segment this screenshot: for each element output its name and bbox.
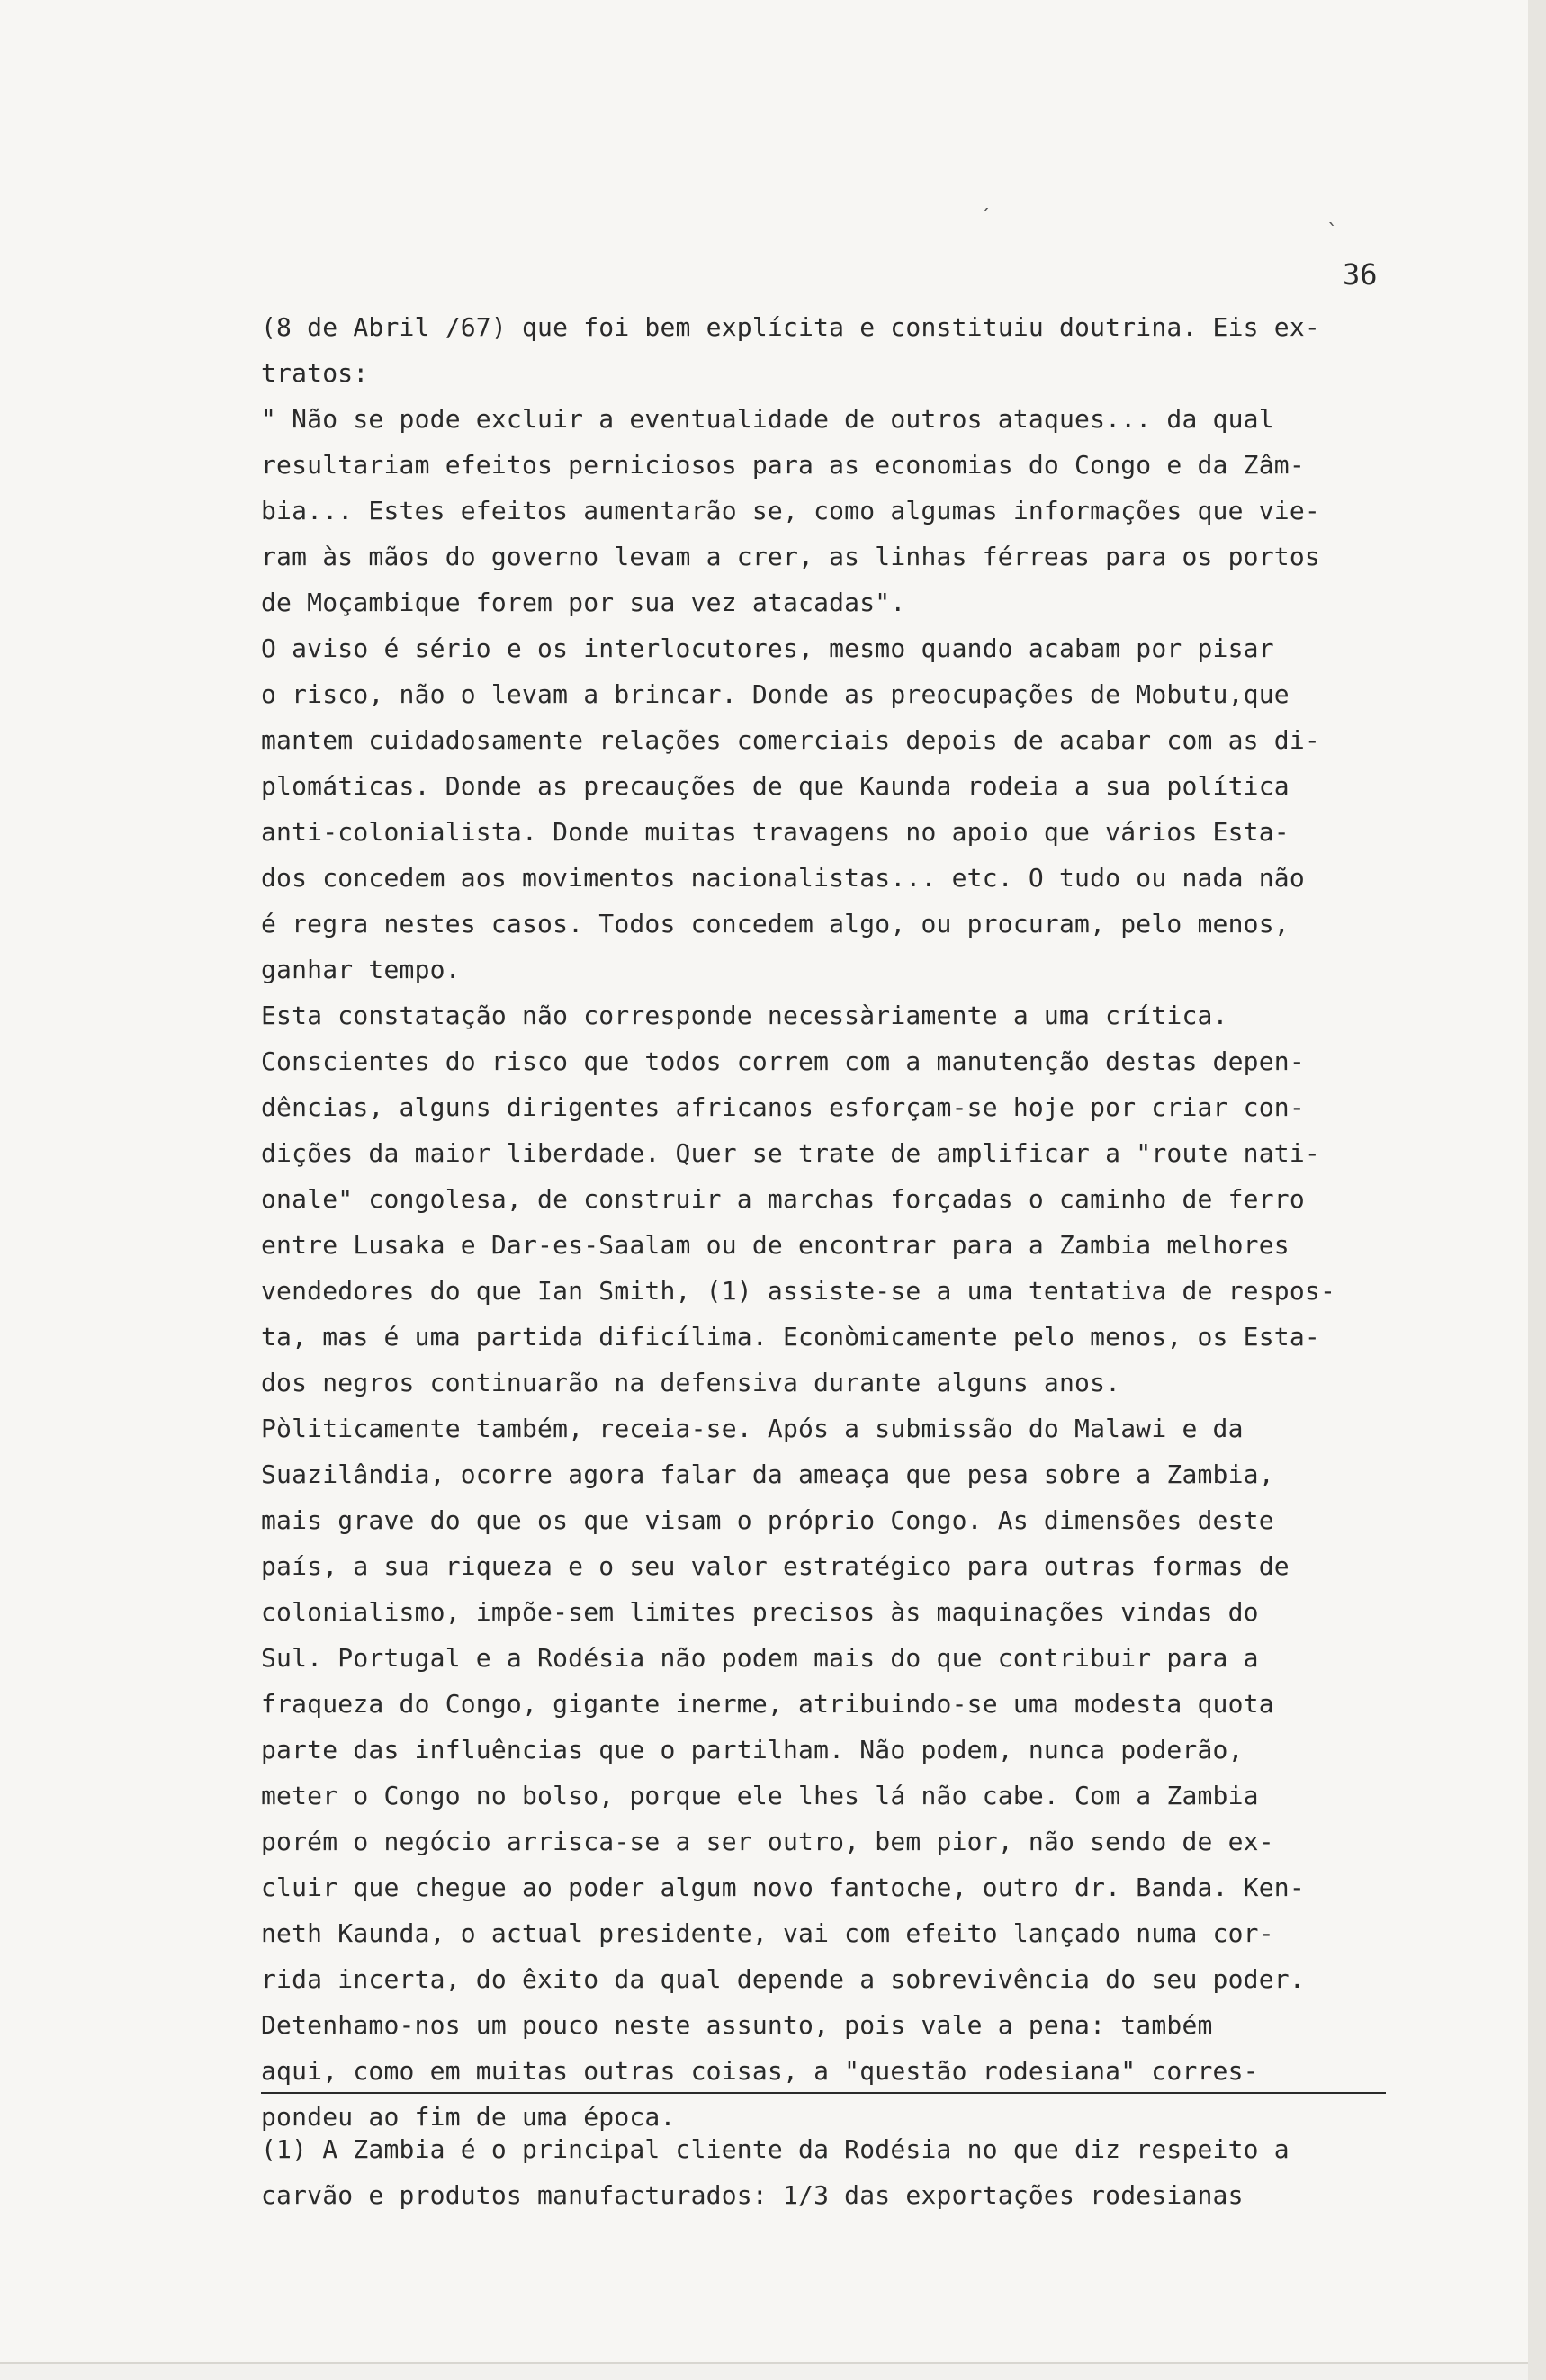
text-line: é regra nestes casos. Todos concedem algo, ou procuram, pelo menos, bbox=[261, 909, 1290, 939]
text-line: O aviso é sério e os interlocutores, mesmo quando acabam por pisar bbox=[261, 633, 1274, 663]
text-line: Sul. Portugal e a Rodésia não podem mais do que contribuir para a bbox=[261, 1643, 1259, 1673]
ink-mark: ´ bbox=[979, 207, 992, 229]
text-line: neth Kaunda, o actual presidente, vai com efeito lançado numa cor- bbox=[261, 1918, 1274, 1948]
text-line: porém o negócio arrisca-se a ser outro, bem pior, não sendo de ex- bbox=[261, 1827, 1274, 1856]
text-line: bia... Estes efeitos aumentarão se, como algumas informações que vie- bbox=[261, 496, 1320, 525]
text-line: Esta constatação não corresponde necessàriamente a uma crítica. bbox=[261, 1001, 1228, 1030]
text-line: parte das influências que o partilham. Não podem, nunca poderão, bbox=[261, 1735, 1244, 1765]
footnote-line: carvão e produtos manufacturados: 1/3 das exportações rodesianas bbox=[261, 2180, 1244, 2210]
text-line: dos concedem aos movimentos nacionalistas... etc. O tudo ou nada não bbox=[261, 863, 1305, 893]
text-line: plomáticas. Donde as precauções de que Kaunda rodeia a sua política bbox=[261, 771, 1290, 801]
text-line: dências, alguns dirigentes africanos esforçam-se hoje por criar con- bbox=[261, 1092, 1305, 1122]
body-text bbox=[261, 304, 1431, 2140]
text-line: colonialismo, impõe-sem limites precisos às maquinações vindas do bbox=[261, 1597, 1259, 1627]
footnote-separator bbox=[261, 2092, 1386, 2094]
text-line: mantem cuidadosamente relações comerciais depois de acabar com as di- bbox=[261, 725, 1320, 755]
text-line: ganhar tempo. bbox=[261, 955, 461, 984]
text-line: o risco, não o levam a brincar. Donde as preocupações de Mobutu,que bbox=[261, 679, 1290, 709]
text-line: mais grave do que os que visam o próprio Congo. As dimensões deste bbox=[261, 1505, 1274, 1535]
text-line: Conscientes do risco que todos correm com a manutenção destas depen- bbox=[261, 1046, 1305, 1076]
text-line: rida incerta, do êxito da qual depende a sobrevivência do seu poder. bbox=[261, 1964, 1305, 1994]
text-line: " Não se pode excluir a eventualidade de outros ataques... da qual bbox=[261, 404, 1274, 434]
text-line: onale" congolesa, de construir a marchas forçadas o caminho de ferro bbox=[261, 1184, 1305, 1214]
text-line: resultariam efeitos perniciosos para as economias do Congo e da Zâm- bbox=[261, 450, 1305, 480]
text-line: Suazilândia, ocorre agora falar da ameaça que pesa sobre a Zambia, bbox=[261, 1459, 1274, 1489]
text-line: aqui, como em muitas outras coisas, a "questão rodesiana" corres- bbox=[261, 2056, 1259, 2086]
text-line: pondeu ao fim de uma época. bbox=[261, 2102, 676, 2132]
text-line: de Moçambique forem por sua vez atacadas". bbox=[261, 588, 906, 617]
page-number: 36 bbox=[1343, 257, 1378, 292]
footnote bbox=[261, 2127, 1431, 2219]
text-line: ram às mãos do governo levam a crer, as linhas férreas para os portos bbox=[261, 542, 1320, 571]
text-line: ta, mas é uma partida dificílima. Econòmicamente pelo menos, os Esta- bbox=[261, 1322, 1320, 1352]
text-line: Detenhamo-nos um pouco neste assunto, pois vale a pena: também bbox=[261, 2010, 1213, 2040]
text-line: Pòliticamente também, receia-se. Após a submissão do Malawi e da bbox=[261, 1414, 1244, 1443]
text-line: tratos: bbox=[261, 358, 369, 388]
text-line: anti-colonialista. Donde muitas travagens no apoio que vários Esta- bbox=[261, 817, 1290, 847]
text-line: fraqueza do Congo, gigante inerme, atribuindo-se uma modesta quota bbox=[261, 1689, 1274, 1719]
text-line: meter o Congo no bolso, porque ele lhes lá não cabe. Com a Zambia bbox=[261, 1781, 1259, 1810]
text-line: cluir que chegue ao poder algum novo fantoche, outro dr. Banda. Ken- bbox=[261, 1873, 1305, 1902]
text-line: dições da maior liberdade. Quer se trate de amplificar a "route nati- bbox=[261, 1138, 1320, 1168]
text-line: dos negros continuarão na defensiva durante alguns anos. bbox=[261, 1368, 1121, 1397]
text-line: entre Lusaka e Dar-es-Saalam ou de encontrar para a Zambia melhores bbox=[261, 1230, 1290, 1260]
text-line: vendedores do que Ian Smith, (1) assiste-se a uma tentativa de respos- bbox=[261, 1276, 1336, 1306]
footnote-line: (1) A Zambia é o principal cliente da Rodésia no que diz respeito a bbox=[261, 2134, 1290, 2164]
text-line: país, a sua riqueza e o seu valor estratégico para outras formas de bbox=[261, 1551, 1290, 1581]
ink-mark: ` bbox=[1326, 221, 1339, 244]
text-line: (8 de Abril /67) que foi bem explícita e constituiu doutrina. Eis ex- bbox=[261, 312, 1320, 342]
scanner-edge bbox=[1528, 0, 1546, 2380]
